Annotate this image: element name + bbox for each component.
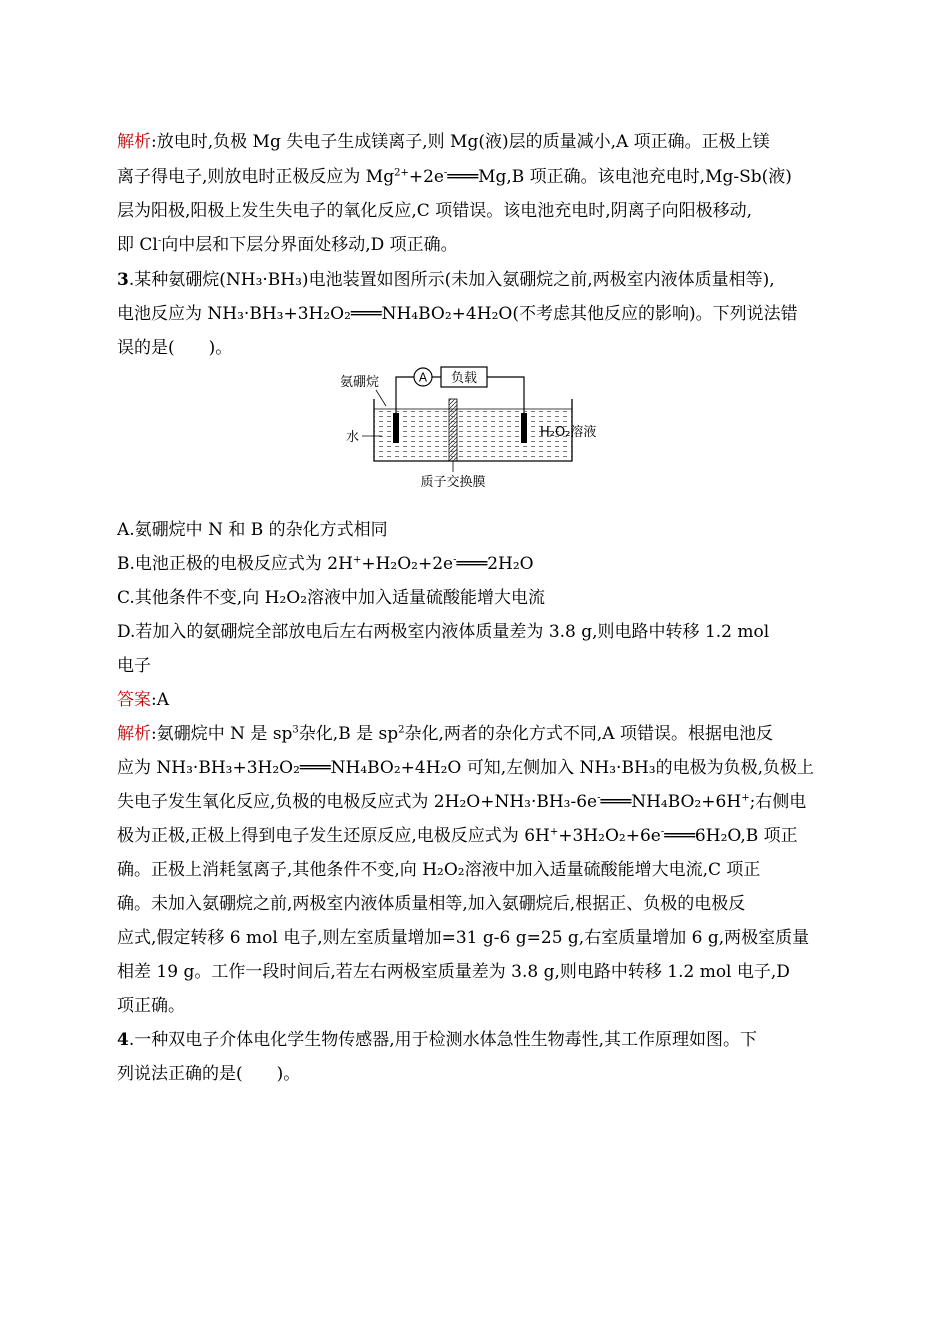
q4-stem-line-1: 4.一种双电子介体电化学生物传感器,用于检测水体急性生物毒性,其工作原理如图。下 bbox=[117, 1030, 758, 1050]
cathode-electrode bbox=[521, 413, 527, 443]
membrane-label: 质子交换膜 bbox=[420, 475, 486, 490]
q3-analysis-line-8: 相差 19 g。工作一段时间后,若左右两极室质量差为 3.8 g,则电路中转移 1.2 mol 电子,D bbox=[117, 962, 790, 982]
q3-analysis-line-7: 应式,假定转移 6 mol 电子,则左室质量增加=31 g-6 g=25 g,右室质量增加 6 g,两极室质量 bbox=[117, 928, 810, 948]
q3-stem-line-3: 误的是( )。 bbox=[117, 338, 233, 358]
q2-analysis-line-3: 层为阳极,阳极上发生失电子的氧化反应,C 项错误。该电池充电时,阴离子向阳极移动, bbox=[117, 201, 753, 221]
q3-number: 3 bbox=[117, 270, 129, 290]
q4-number: 4 bbox=[117, 1030, 129, 1050]
q4-stem-line-2: 列说法正确的是( )。 bbox=[117, 1064, 301, 1084]
battery-diagram bbox=[338, 364, 613, 494]
q3-stem-line-1: 3.某种氨硼烷(NH₃·BH₃)电池装置如图所示(未加入氨硼烷之前,两极室内液体质量相等), bbox=[117, 270, 775, 290]
proton-exchange-membrane bbox=[449, 399, 457, 461]
q3-analysis-line-6: 确。未加入氨硼烷之前,两极室内液体质量相等,加入氨硼烷后,根据正、负极的电极反 bbox=[117, 894, 746, 914]
answer-label: 答案 bbox=[117, 690, 151, 710]
load-label: 负载 bbox=[450, 371, 478, 386]
q3-option-c: C.其他条件不变,向 H₂O₂溶液中加入适量硫酸能增大电流 bbox=[117, 588, 546, 608]
q3-analysis-line-3: 失电子发生氧化反应,负极的电极反应式为 2H₂O+NH₃·BH₃-6e-═══NH₄BO₂+6H+;右侧电 bbox=[117, 792, 807, 812]
q2-analysis-label: 解析 bbox=[117, 132, 151, 152]
q3-analysis-line-4: 极为正极,正极上得到电子发生还原反应,电极反应式为 6H++3H₂O₂+6e-═══6H₂O,B 项正 bbox=[117, 826, 798, 846]
q3-analysis-line-2: 应为 NH₃·BH₃+3H₂O₂═══NH₄BO₂+4H₂O 可知,左侧加入 NH₃·BH₃的电极为负极,负极上 bbox=[117, 758, 814, 778]
q3-option-b: B.电池正极的电极反应式为 2H++H₂O₂+2e-═══2H₂O bbox=[117, 554, 534, 574]
q2-analysis-line-2: 离子得电子,则放电时正极反应为 $Mg^{2+}+2e^-═══Mg,B$ 项正确。该电池充电时,Mg-Sb(液) bbox=[117, 167, 792, 187]
q2-analysis-line-4: 即 Cl-向中层和下层分界面处移动,D 项正确。 bbox=[117, 235, 458, 255]
q3-answer: 答案:A bbox=[117, 690, 170, 710]
q3-analysis-line-9: 项正确。 bbox=[117, 996, 185, 1016]
q3-option-d-line-2: 电子 bbox=[117, 656, 151, 676]
q3-stem-line-2: 电池反应为 NH₃·BH₃+3H₂O₂═══NH₄BO₂+4H₂O(不考虑其他反应的影响)。下列说法错 bbox=[117, 304, 798, 324]
q2-analysis-line-1: 解析:放电时,负极 Mg 失电子生成镁离子,则 Mg(液)层的质量减小,A 项正确。正极上镁 bbox=[117, 132, 770, 152]
q3-analysis-line-1: 解析:氨硼烷中 N 是 $sp^3$杂化,B 是 $sp^2$杂化,两者的杂化方式不同,A 项错误。根据电池反 bbox=[117, 724, 773, 744]
q3-analysis-line-5: 确。正极上消耗氢离子,其他条件不变,向 H₂O₂溶液中加入适量硫酸能增大电流,C 项正 bbox=[117, 860, 761, 880]
analysis-label: 解析 bbox=[117, 724, 151, 744]
q3-option-a: A.氨硼烷中 N 和 B 的杂化方式相同 bbox=[117, 520, 388, 540]
q3-option-d-line-1: D.若加入的氨硼烷全部放电后左右两极室内液体质量差为 3.8 g,则电路中转移 1.2 mol bbox=[117, 622, 770, 642]
h2o2-label: H₂O₂溶液 bbox=[540, 425, 597, 440]
water-label: 水 bbox=[346, 430, 360, 445]
anode-electrode bbox=[393, 413, 399, 443]
ammonia-borane-label: 氨硼烷 bbox=[340, 375, 380, 390]
ammeter-label: A bbox=[418, 370, 428, 385]
